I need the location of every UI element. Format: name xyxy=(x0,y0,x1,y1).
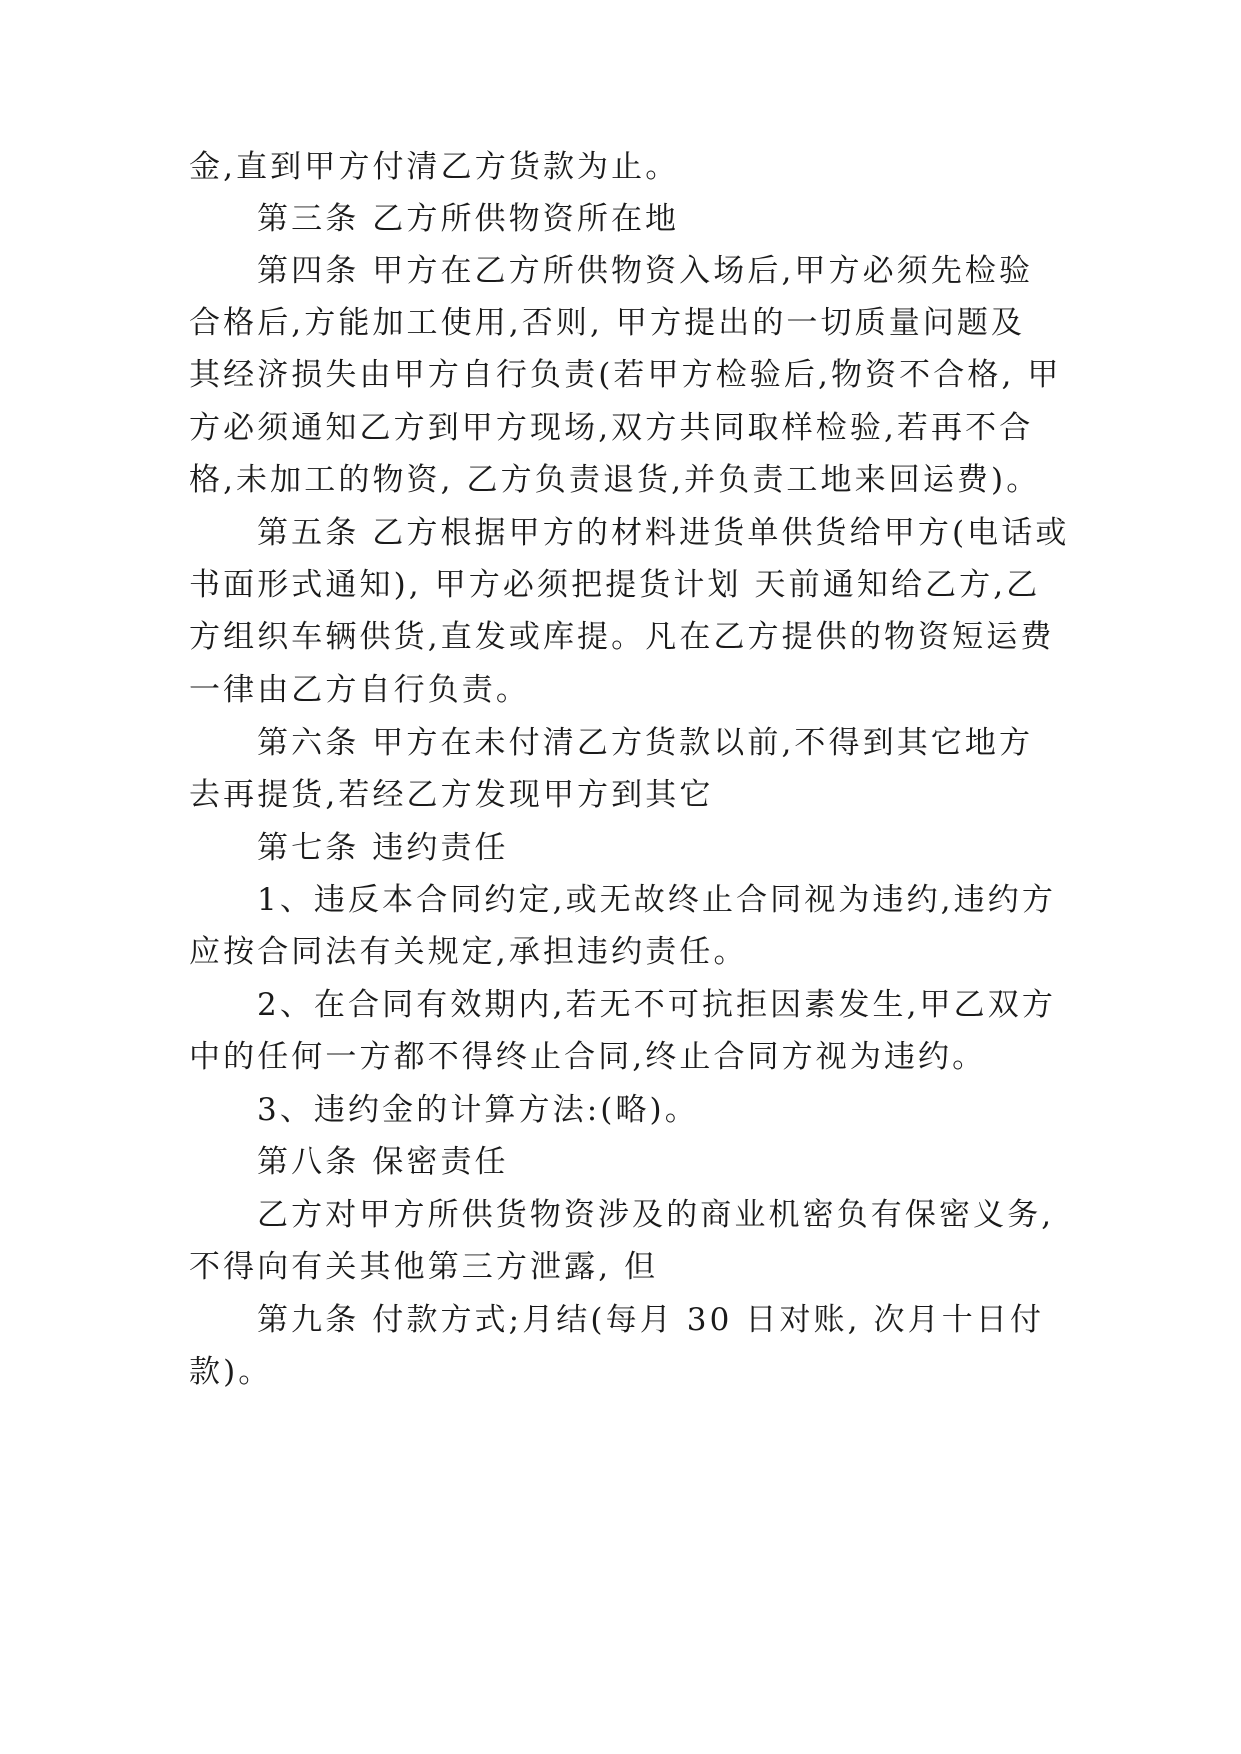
text-line: 3、违约金的计算方法:(略)。 xyxy=(257,1092,699,1128)
text-line: 书面形式通知), 甲方必须把提货计划 天前通知给乙方,乙 xyxy=(189,567,1041,603)
text-line: 1、违反本合同约定,或无故终止合同视为违约,违约方 xyxy=(257,882,1056,918)
text-line: 方组织车辆供货,直发或库提。凡在乙方提供的物资短运费 xyxy=(189,619,1055,655)
text-line: 应按合同法有关规定,承担违约责任。 xyxy=(189,934,748,970)
text-line: 第三条 乙方所供物资所在地 xyxy=(257,201,680,237)
text-line: 去再提货,若经乙方发现甲方到其它 xyxy=(189,777,714,813)
text-line: 方必须通知乙方到甲方现场,双方共同取样检验,若再不合 xyxy=(189,410,1034,446)
text-line: 格,未加工的物资, 乙方负责退货,并负责工地来回运费)。 xyxy=(189,462,1041,498)
text-line: 款)。 xyxy=(189,1354,273,1390)
text-line: 中的任何一方都不得终止合同,终止合同方视为违约。 xyxy=(189,1039,987,1075)
text-line: 2、在合同有效期内,若无不可抗拒因素发生,甲乙双方 xyxy=(257,987,1056,1023)
text-line: 第八条 保密责任 xyxy=(257,1144,509,1180)
text-line: 金,直到甲方付清乙方货款为止。 xyxy=(189,149,680,185)
text-line: 乙方对甲方所供货物资涉及的商业机密负有保密义务, xyxy=(257,1197,1055,1233)
text-line: 第五条 乙方根据甲方的材料进货单供货给甲方(电话或 xyxy=(257,515,1070,551)
text-line: 第七条 违约责任 xyxy=(257,830,509,866)
text-line: 第四条 甲方在乙方所供物资入场后,甲方必须先检验 xyxy=(257,253,1034,289)
text-line: 一律由乙方自行负责。 xyxy=(189,672,530,708)
text-line: 不得向有关其他第三方泄露, 但 xyxy=(189,1249,659,1285)
text-line: 合格后,方能加工使用,否则, 甲方提出的一切质量问题及 xyxy=(189,305,1026,341)
text-line: 其经济损失由甲方自行负责(若甲方检验后,物资不合格, 甲 xyxy=(189,357,1062,393)
text-line: 第六条 甲方在未付清乙方货款以前,不得到其它地方 xyxy=(257,725,1034,761)
text-line: 第九条 付款方式;月结(每月 30 日对账, 次月十日付 xyxy=(257,1302,1045,1338)
